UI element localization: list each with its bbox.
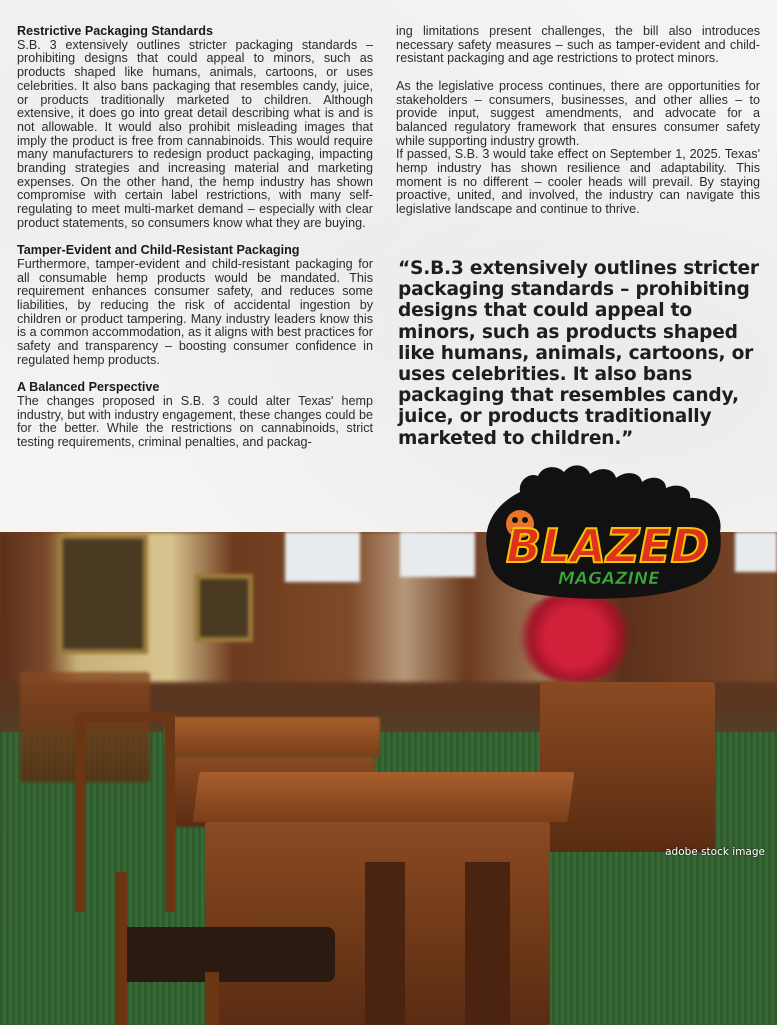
section-body-packaging: S.B. 3 extensively outlines stricter packaging standards – prohibiting designs that could appeal to minors, such as products shaped like humans, animals, cartoons, or uses celebrities. It also bans packaging that resembles candy, juice, or products traditionally marketed to children. Although extensive, it does go into great detail describing what is and is not allowable. It would also prohibit misleading images that imply the product is free from cannabinoids. This would require many manufacturers to redesign product packaging, impacting branding strategies and increasing material and marketing expenses. On the other hand, the hemp industry has shown compromise with certain label restrictions, with many self-regulating to meet multi-market demand – especially with clear product statements, so consumers know what they are buying.: [17, 37, 373, 230]
pull-quote: “S.B.3 extensively outlines stricter packaging standards – prohibiting designs that could appeal to minors, such as products shaped like humans, animals, cartoons, or uses celebrities. It also bans packaging that resembles candy, juice, or products traditionally marketed to children.”: [398, 258, 759, 449]
section-body-tamper: Furthermore, tamper-evident and child-resistant packaging for all consumable hemp products would be mandated. This requirement enhances consumer safety, and reduces some liabilities, by reducing the risk of accidental ingestion by children or product tampering. Many industry leaders know this is a common accommodation, as it aligns with best practices for safety and transparency – boosting consumer confidence in regulated hemp products.: [17, 256, 373, 367]
photo-credit: adobe stock image: [665, 846, 765, 858]
section-heading-balanced: A Balanced Perspective: [17, 380, 160, 395]
section-heading-packaging: Restrictive Packaging Standards: [17, 24, 213, 38]
section-heading-tamper: Tamper-Evident and Child-Resistant Packaging: [17, 243, 300, 258]
right-paragraph-1: ing limitations present challenges, the bill also introduces necessary safety measures – such as tamper-evident and child-resistant packaging and age restrictions to protect minors.: [396, 24, 760, 66]
logo-title: BLAZED: [506, 519, 709, 573]
right-paragraph-2: As the legislative process continues, there are opportunities for stakeholders – consumers, businesses, and other allies – to provide input, suggest amendments, and advocate for a balanced regulatory framework that ensures consumer safety while supporting industry growth.: [396, 78, 760, 148]
section-body-balanced: The changes proposed in S.B. 3 could alter Texas' hemp industry, but with industry engagement, these changes could be for the better. While the restrictions on cannabinoids, strict testing requirements, criminal penalties, and packag-: [17, 393, 373, 450]
right-column: [396, 25, 760, 217]
blazed-magazine-logo: [480, 462, 728, 608]
right-paragraph-3: If passed, S.B. 3 would take effect on September 1, 2025. Texas' hemp industry has shown resilience and adaptability. This moment is no different – cooler heads will prevail. By staying proactive, united, and involved, the industry can navigate this legislative landscape and continue to thrive.: [396, 147, 760, 217]
left-column: [17, 25, 373, 450]
logo-subtitle: MAGAZINE: [558, 569, 660, 589]
